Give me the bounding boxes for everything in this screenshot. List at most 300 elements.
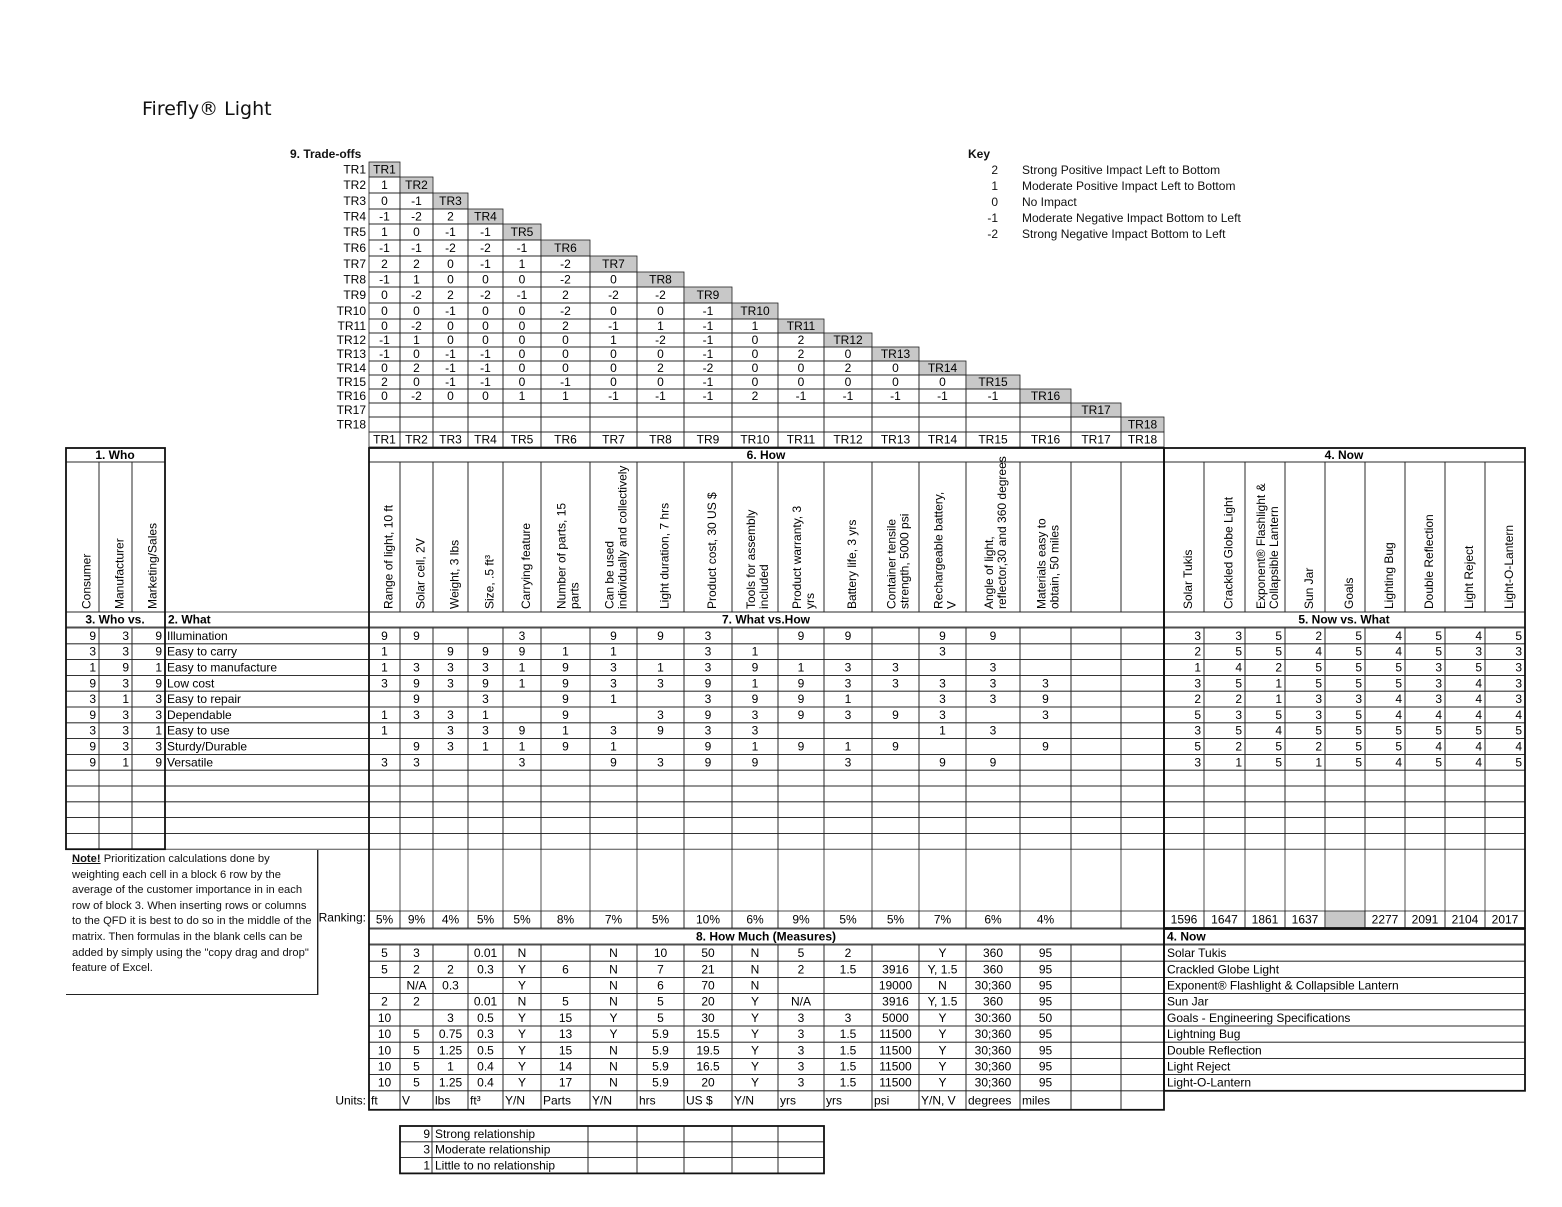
now-cell bbox=[1245, 786, 1285, 802]
now-value: 4 bbox=[1435, 739, 1442, 754]
now-value: 5 bbox=[1515, 723, 1522, 738]
tradeoff-value: -1 bbox=[560, 375, 571, 389]
who-weight-value: 3 bbox=[122, 644, 129, 659]
tradeoff-value: -1 bbox=[702, 347, 714, 361]
who-vs-label: 3. Who vs. bbox=[85, 612, 145, 627]
tradeoff-value: -2 bbox=[411, 319, 422, 333]
relationship-cell bbox=[966, 833, 1020, 849]
now-value: 1 bbox=[1315, 755, 1322, 770]
relationship-cell bbox=[637, 786, 684, 802]
how-column-label: obtain, 50 miles bbox=[1047, 524, 1062, 609]
measure-value: 30;360 bbox=[974, 1027, 1012, 1042]
relationship-cell bbox=[369, 833, 400, 849]
relationship-cell bbox=[468, 786, 503, 802]
relationship-value: 9 bbox=[482, 676, 489, 691]
relationship-cell bbox=[919, 739, 966, 755]
who-weight-value: 9 bbox=[155, 644, 162, 659]
tradeoff-value: -1 bbox=[480, 361, 491, 375]
relationship-cell bbox=[1071, 770, 1121, 786]
tradeoff-diagonal-label: TR11 bbox=[786, 319, 816, 333]
relationship-value: 1 bbox=[939, 723, 946, 738]
key-value: -2 bbox=[987, 227, 998, 241]
now-value: 5 bbox=[1275, 628, 1282, 643]
measure-value: 5 bbox=[657, 994, 664, 1009]
relationship-value: 9 bbox=[797, 739, 805, 754]
measure-product-name: Exponent® Flashlight & Collapsible Lantern bbox=[1167, 978, 1399, 993]
relationship-cell bbox=[541, 818, 590, 834]
relationship-value: 3 bbox=[447, 723, 454, 738]
relationship-value: 3 bbox=[844, 676, 852, 691]
now-value: 4 bbox=[1315, 644, 1322, 659]
measure-value: 2 bbox=[844, 946, 852, 961]
relationship-value: 9 bbox=[704, 676, 712, 691]
relationship-value: 9 bbox=[562, 692, 569, 707]
relationship-value: 9 bbox=[610, 628, 617, 643]
now-ranking-value: 2277 bbox=[1371, 912, 1399, 927]
relationship-value: 3 bbox=[657, 755, 664, 770]
relationship-cell bbox=[824, 723, 872, 739]
measure-value: 2 bbox=[797, 962, 805, 977]
relationship-cell bbox=[824, 644, 872, 660]
measure-value: N bbox=[938, 978, 947, 993]
relationship-cell bbox=[400, 644, 433, 660]
now-column-label: Crackled Globe Light bbox=[1221, 496, 1236, 609]
unit-value: yrs bbox=[780, 1093, 796, 1108]
what-label: Easy to carry bbox=[167, 644, 238, 659]
relationship-value: 3 bbox=[844, 660, 852, 675]
tradeoff-value: 0 bbox=[610, 347, 617, 361]
measure-value: 15 bbox=[558, 1043, 573, 1058]
relationship-cell bbox=[400, 723, 433, 739]
relationship-cell bbox=[732, 802, 778, 818]
tradeoff-row-label: TR8 bbox=[343, 272, 366, 287]
now-cell bbox=[1365, 802, 1405, 818]
relationship-cell bbox=[433, 628, 468, 644]
relationship-value: 1 bbox=[610, 739, 617, 754]
now-value: 5 bbox=[1355, 723, 1362, 738]
tradeoff-value: 0 bbox=[939, 375, 946, 389]
now-value: 3 bbox=[1194, 723, 1201, 738]
tradeoff-value: 1 bbox=[751, 319, 759, 333]
now-value: 2 bbox=[1315, 739, 1322, 754]
relationship-cell bbox=[778, 754, 824, 770]
relationship-cell bbox=[433, 770, 468, 786]
legend-value: 9 bbox=[423, 1126, 430, 1141]
what-cell bbox=[165, 818, 369, 834]
measure-value: 50 bbox=[701, 946, 715, 961]
relationship-value: 3 bbox=[447, 707, 454, 722]
now-value: 3 bbox=[1435, 692, 1442, 707]
how-column-label: individually and collectively bbox=[615, 465, 630, 609]
measure-cell bbox=[369, 977, 400, 993]
measure-value: 10 bbox=[377, 1043, 392, 1058]
relationship-value: 1 bbox=[381, 644, 388, 659]
measure-value: 5 bbox=[797, 946, 805, 961]
measure-value: 5.9 bbox=[652, 1059, 669, 1074]
now-value: 2 bbox=[1194, 692, 1201, 707]
tradeoff-value: 2 bbox=[562, 319, 569, 333]
tradeoff-value: 0 bbox=[562, 347, 569, 361]
key-text: No Impact bbox=[1022, 195, 1077, 209]
tradeoff-value: 0 bbox=[381, 361, 388, 375]
measure-value: 5 bbox=[413, 1059, 420, 1074]
now-value: 3 bbox=[1435, 660, 1442, 675]
tradeoff-diagonal-label: TR9 bbox=[696, 288, 720, 302]
ranking-label: Ranking: bbox=[318, 910, 366, 925]
relationship-cell bbox=[872, 770, 919, 786]
relationship-cell bbox=[684, 818, 732, 834]
now-value: 5 bbox=[1395, 739, 1402, 754]
now-cell bbox=[1325, 786, 1365, 802]
now-value: 4 bbox=[1515, 707, 1522, 722]
tradeoff-value: 0 bbox=[381, 389, 388, 403]
tradeoff-value: 0 bbox=[413, 347, 420, 361]
tradeoff-value: 0 bbox=[482, 333, 489, 347]
tradeoff-row-label: TR15 bbox=[336, 375, 366, 389]
relationship-value: 3 bbox=[381, 755, 388, 770]
relationship-cell bbox=[919, 818, 966, 834]
who-weight-value: 3 bbox=[155, 707, 162, 722]
now-value: 3 bbox=[1435, 676, 1442, 691]
now-value: 3 bbox=[1315, 707, 1322, 722]
tradeoff-row-label: TR3 bbox=[343, 194, 366, 208]
now-block-border bbox=[1164, 448, 1525, 928]
now-value: 2 bbox=[1275, 660, 1282, 675]
relationship-cell bbox=[1020, 644, 1071, 660]
tradeoff-cell bbox=[966, 403, 1020, 417]
measure-value: 19000 bbox=[878, 978, 913, 993]
tradeoff-value: 2 bbox=[844, 361, 852, 375]
legend-cell bbox=[778, 1126, 824, 1142]
what-cell bbox=[165, 770, 369, 786]
relationship-cell bbox=[503, 786, 541, 802]
relationship-value: 9 bbox=[518, 723, 526, 738]
measure-value: 2 bbox=[413, 962, 420, 977]
relationship-value: 1 bbox=[657, 660, 664, 675]
who-weight-value: 9 bbox=[89, 676, 96, 691]
legend-cell bbox=[732, 1158, 778, 1174]
measure-value: Y bbox=[750, 1010, 760, 1025]
now-cell bbox=[1325, 833, 1365, 849]
tradeoff-value: -1 bbox=[480, 347, 491, 361]
now-cell bbox=[1285, 802, 1325, 818]
measure-cell bbox=[433, 994, 468, 1010]
measure-value: N bbox=[609, 1059, 618, 1074]
tradeoff-value: 0 bbox=[413, 225, 420, 239]
relationship-cell bbox=[637, 644, 684, 660]
tradeoff-cell bbox=[369, 417, 400, 432]
relationship-cell bbox=[1121, 675, 1164, 691]
what-label: Easy to use bbox=[167, 723, 230, 738]
tradeoff-value: -1 bbox=[655, 389, 666, 403]
tradeoff-diagonal-label: TR14 bbox=[927, 361, 958, 375]
who-weight-cell bbox=[132, 818, 165, 834]
tradeoff-value: 2 bbox=[381, 375, 388, 389]
legend-value: 3 bbox=[423, 1142, 430, 1157]
measure-value: 95 bbox=[1038, 1027, 1053, 1042]
measure-value: 5 bbox=[562, 994, 569, 1009]
now-header-label: 4. Now bbox=[1324, 448, 1364, 462]
measure-value: 50 bbox=[1038, 1010, 1053, 1025]
measure-value: N bbox=[750, 978, 760, 993]
measure-value: N bbox=[517, 994, 527, 1009]
ranking-value: 10% bbox=[695, 912, 721, 927]
now-value: 4 bbox=[1475, 676, 1482, 691]
how-column-label: Rechargeable battery, bbox=[931, 491, 946, 609]
legend-cell bbox=[637, 1158, 684, 1174]
who-column-label: Consumer bbox=[79, 553, 94, 609]
who-weight-value: 3 bbox=[122, 676, 129, 691]
relationship-cell bbox=[778, 802, 824, 818]
now-cell bbox=[1325, 770, 1365, 786]
relationship-value: 1 bbox=[610, 644, 617, 659]
tradeoff-diagonal-label: TR5 bbox=[510, 225, 534, 239]
now-cell bbox=[1285, 833, 1325, 849]
tradeoff-value: 0 bbox=[610, 304, 617, 318]
now-ranking-value: 2104 bbox=[1451, 912, 1479, 927]
who-weight-cell bbox=[132, 833, 165, 849]
relationship-value: 9 bbox=[562, 707, 569, 722]
measure-value: 1.25 bbox=[438, 1075, 463, 1090]
who-weight-cell bbox=[132, 802, 165, 818]
measure-value: 2 bbox=[447, 962, 454, 977]
now-value: 5 bbox=[1235, 676, 1242, 691]
relationship-value: 9 bbox=[562, 676, 569, 691]
now-ranking-value: 1596 bbox=[1170, 912, 1198, 927]
tradeoff-value: -2 bbox=[560, 304, 571, 318]
tradeoff-col-label: TR16 bbox=[1030, 432, 1061, 447]
measure-value: Y bbox=[938, 1027, 947, 1042]
how-column-label: Can be used bbox=[602, 540, 617, 609]
measure-value: N bbox=[750, 946, 760, 961]
relationship-cell bbox=[1121, 628, 1164, 644]
measure-value: N bbox=[609, 962, 618, 977]
tradeoff-cell bbox=[590, 417, 637, 432]
tradeoff-value: -2 bbox=[655, 288, 666, 302]
relationship-cell bbox=[1121, 786, 1164, 802]
ranking-value: 6% bbox=[746, 912, 764, 927]
relationship-cell bbox=[400, 770, 433, 786]
tradeoff-value: 1 bbox=[381, 225, 388, 239]
relationship-cell bbox=[468, 802, 503, 818]
relationship-cell bbox=[778, 833, 824, 849]
now-cell bbox=[1245, 770, 1285, 786]
measure-value: 3 bbox=[797, 1027, 805, 1042]
relationship-value: 9 bbox=[892, 707, 899, 722]
relationship-cell bbox=[637, 818, 684, 834]
measure-cell bbox=[1071, 961, 1121, 977]
now-cell bbox=[1485, 802, 1525, 818]
now-cell bbox=[1164, 833, 1204, 849]
now-cell bbox=[1405, 770, 1445, 786]
relationship-value: 9 bbox=[844, 628, 852, 643]
relationship-value: 3 bbox=[482, 660, 489, 675]
relationship-cell bbox=[433, 802, 468, 818]
legend-text: Moderate relationship bbox=[435, 1142, 551, 1157]
key-text: Moderate Positive Impact Left to Bottom bbox=[1022, 179, 1236, 193]
relationship-cell bbox=[468, 754, 503, 770]
relationship-value: 3 bbox=[518, 628, 526, 643]
now-cell bbox=[1405, 802, 1445, 818]
tradeoff-value: 0 bbox=[518, 347, 526, 361]
key-value: 2 bbox=[991, 163, 998, 177]
relationship-value: 3 bbox=[989, 723, 997, 738]
tradeoff-row-label: TR7 bbox=[343, 257, 366, 271]
unit-value: psi bbox=[874, 1093, 890, 1108]
key-value: -1 bbox=[987, 211, 998, 225]
measure-product-name: Double Reflection bbox=[1167, 1043, 1262, 1058]
now-cell bbox=[1325, 802, 1365, 818]
how-column-label: Materials easy to bbox=[1034, 518, 1049, 609]
tradeoff-value: 0 bbox=[844, 375, 852, 389]
relationship-cell bbox=[433, 818, 468, 834]
legend-text: Little to no relationship bbox=[435, 1158, 556, 1173]
now-value: 4 bbox=[1475, 707, 1482, 722]
now-value: 5 bbox=[1435, 628, 1442, 643]
relationship-value: 9 bbox=[797, 628, 805, 643]
tradeoff-value: 0 bbox=[518, 304, 526, 318]
what-cell bbox=[165, 786, 369, 802]
unit-value: Y/N bbox=[734, 1093, 755, 1108]
tradeoff-cell bbox=[590, 403, 637, 417]
tradeoff-col-label: TR13 bbox=[880, 432, 911, 447]
measure-value: Y bbox=[517, 1027, 527, 1042]
measure-value: N bbox=[609, 1043, 618, 1058]
measure-value: 30;360 bbox=[974, 1043, 1012, 1058]
measure-cell bbox=[1071, 1026, 1121, 1042]
relationship-cell bbox=[732, 770, 778, 786]
tradeoff-value: 2 bbox=[751, 389, 759, 403]
relationship-cell bbox=[778, 818, 824, 834]
relationship-cell bbox=[966, 644, 1020, 660]
unit-value: V bbox=[402, 1093, 411, 1108]
tradeoff-col-label: TR7 bbox=[602, 432, 625, 447]
measure-value: 11500 bbox=[879, 1059, 912, 1074]
tradeoff-value: 0 bbox=[610, 375, 617, 389]
tradeoff-value: 0 bbox=[381, 288, 388, 302]
ranking-value: 5% bbox=[651, 912, 670, 927]
tradeoff-cell bbox=[503, 417, 541, 432]
measure-value: 30 bbox=[701, 1010, 715, 1025]
who-weight-cell bbox=[66, 833, 99, 849]
relationship-value: 3 bbox=[704, 723, 712, 738]
relationship-cell bbox=[468, 818, 503, 834]
relationship-value: 3 bbox=[657, 676, 664, 691]
now-value: 3 bbox=[1235, 628, 1242, 643]
tradeoff-col-label: TR6 bbox=[554, 432, 577, 447]
relationship-cell bbox=[503, 818, 541, 834]
now-value: 5 bbox=[1194, 707, 1201, 722]
ranking-value: 7% bbox=[933, 912, 952, 927]
tradeoff-diagonal-label: TR18 bbox=[1127, 417, 1158, 432]
how-column-label: yrs bbox=[803, 593, 817, 609]
now-value: 2 bbox=[1315, 628, 1322, 643]
legend-cell bbox=[684, 1126, 732, 1142]
measure-value: 19.5 bbox=[696, 1043, 720, 1058]
measure-cell bbox=[1121, 977, 1164, 993]
now-value: 5 bbox=[1395, 723, 1402, 738]
relationship-cell bbox=[966, 802, 1020, 818]
who-weight-value: 9 bbox=[89, 739, 96, 754]
tradeoff-value: -1 bbox=[379, 333, 390, 347]
relationship-value: 9 bbox=[447, 644, 454, 659]
measure-cell bbox=[1071, 1042, 1121, 1058]
legend-cell bbox=[778, 1142, 824, 1158]
relationship-value: 9 bbox=[704, 707, 712, 722]
measure-value: 16.5 bbox=[696, 1059, 720, 1074]
legend-cell bbox=[732, 1126, 778, 1142]
measure-value: Y bbox=[938, 1059, 947, 1074]
measure-value: N/A bbox=[406, 978, 427, 993]
how-column-label: Number of parts, 15 bbox=[554, 502, 569, 609]
tradeoff-col-label: TR12 bbox=[833, 432, 863, 447]
now-cell bbox=[1485, 786, 1525, 802]
now-value: 5 bbox=[1194, 739, 1201, 754]
relationship-cell bbox=[919, 833, 966, 849]
relationship-value: 3 bbox=[413, 707, 420, 722]
now-value: 4 bbox=[1395, 692, 1402, 707]
what-label: Easy to manufacture bbox=[167, 660, 278, 675]
measure-value: N bbox=[609, 978, 618, 993]
relationship-value: 9 bbox=[704, 739, 712, 754]
now-value: 5 bbox=[1315, 676, 1322, 691]
relationship-cell bbox=[1071, 707, 1121, 723]
relationship-cell bbox=[1071, 739, 1121, 755]
tradeoff-value: 0 bbox=[518, 272, 526, 287]
relationship-value: 3 bbox=[989, 660, 997, 675]
now-cell bbox=[1365, 833, 1405, 849]
relationship-cell bbox=[468, 770, 503, 786]
relationship-value: 9 bbox=[657, 628, 664, 643]
tradeoff-value: -1 bbox=[445, 225, 456, 239]
tradeoff-value: 0 bbox=[562, 333, 569, 347]
who-weight-value: 1 bbox=[89, 660, 96, 675]
now-column-label: Light-O-Lantern bbox=[1502, 524, 1516, 609]
now-value: 4 bbox=[1395, 707, 1402, 722]
relationship-value: 9 bbox=[381, 628, 388, 643]
tradeoff-cell bbox=[369, 403, 400, 417]
what-cell bbox=[165, 802, 369, 818]
unit-value: Y/N bbox=[592, 1093, 613, 1108]
who-weight-value: 3 bbox=[155, 739, 162, 754]
who-weight-value: 3 bbox=[89, 692, 96, 707]
measure-value: Y bbox=[609, 1010, 618, 1025]
measure-value: 10 bbox=[377, 1059, 392, 1074]
tradeoff-value: 0 bbox=[482, 304, 489, 318]
ranking-value: 9% bbox=[407, 912, 426, 927]
tradeoff-value: 2 bbox=[797, 347, 805, 361]
unit-value: Parts bbox=[543, 1093, 572, 1108]
measure-value: 70 bbox=[701, 978, 715, 993]
now-value: 3 bbox=[1315, 692, 1322, 707]
tradeoff-cell bbox=[778, 403, 824, 417]
measure-cell bbox=[1121, 994, 1164, 1010]
now-value: 4 bbox=[1395, 755, 1402, 770]
tradeoff-col-label: TR18 bbox=[1127, 432, 1158, 447]
now-cell bbox=[1164, 802, 1204, 818]
relationship-cell bbox=[1071, 754, 1121, 770]
who-weight-value: 9 bbox=[155, 755, 162, 770]
measure-cell bbox=[1121, 1026, 1164, 1042]
now-cell bbox=[1405, 833, 1445, 849]
tradeoff-value: -1 bbox=[445, 361, 456, 375]
tradeoff-row-label: TR9 bbox=[343, 288, 366, 302]
relationship-value: 9 bbox=[939, 755, 946, 770]
relationship-value: 9 bbox=[939, 628, 946, 643]
measure-value: 6 bbox=[562, 962, 569, 977]
tradeoff-cell bbox=[400, 417, 433, 432]
who-header-label: 1. Who bbox=[95, 448, 135, 462]
